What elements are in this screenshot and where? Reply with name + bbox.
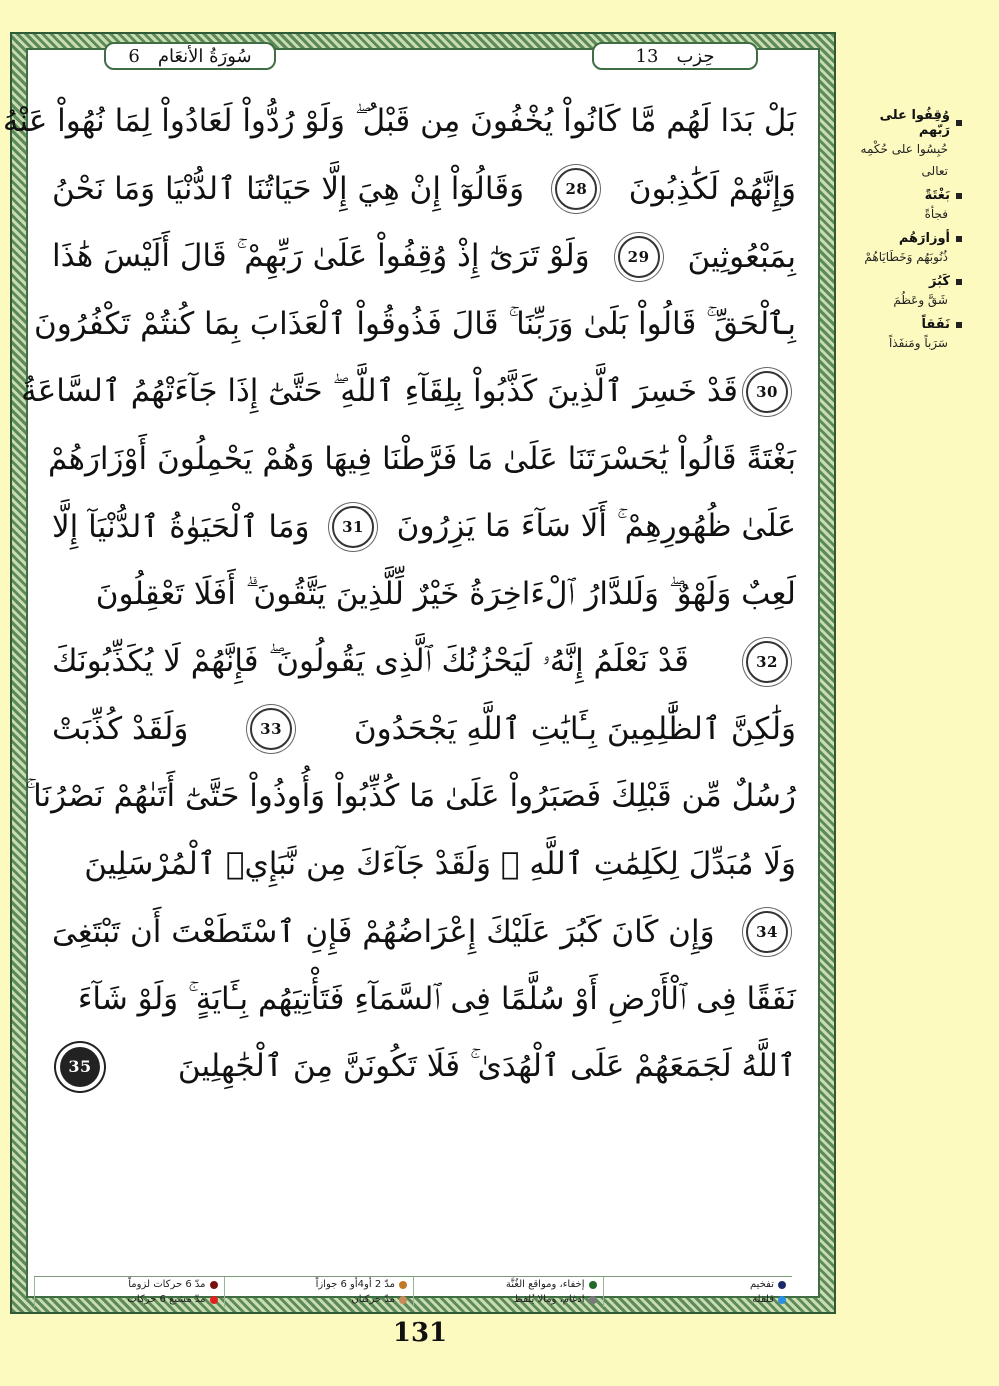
legend-item [231, 1294, 408, 1305]
square-bullet-icon [956, 279, 962, 285]
note-definition: فجأةً [924, 207, 948, 221]
margin-note [846, 317, 962, 354]
verse-text: وَإِنَّهُمْ لَكَٰذِبُونَ [628, 171, 796, 208]
note-definition: شَقَّ وعَظُمَ [893, 293, 948, 307]
verse-line [52, 156, 796, 224]
note-term-row [846, 231, 962, 246]
ayah-end-marker: 35 [60, 1047, 100, 1087]
verse-text: ٱللَّهُ لَجَمَعَهُمْ عَلَى ٱلْهُدَىٰ ۚ فَلَا تَكُونَنَّ مِنَ ٱلْجَٰهِلِينَ [177, 1048, 796, 1085]
tajweed-legend [34, 1276, 792, 1307]
ayah-number-marker: 30 [746, 371, 788, 413]
legend-column [603, 1277, 793, 1307]
legend-color-dot-icon [589, 1281, 597, 1289]
verse-text: وَلَوْ تَرَىٰٓ إِذْ وُقِفُواْ عَلَىٰ رَبِّهِمْ ۚ قَالَ أَلَيْسَ هَٰذَا [52, 238, 590, 275]
margin-note [846, 231, 962, 268]
verse-line [25, 763, 796, 831]
verse-line [52, 628, 796, 696]
verse-text: بِمَبْعُوثِينَ [687, 238, 796, 275]
surah-header [104, 42, 276, 70]
margin-notes [846, 108, 962, 360]
hizb-label: حِزب [676, 45, 715, 67]
verse-line [21, 358, 796, 426]
margin-note [846, 108, 962, 182]
legend-item [610, 1279, 787, 1290]
note-term-row [846, 108, 962, 138]
verse-text: وَلَٰكِنَّ ٱلظَّٰلِمِينَ بِـَٔايَٰتِ ٱللَّهِ يَجْحَدُونَ [353, 711, 796, 748]
verse-line [47, 426, 796, 494]
verse-line [52, 493, 796, 561]
ayah-number-marker: 31 [332, 506, 374, 548]
legend-label: تفخيم [750, 1279, 774, 1290]
legend-label: ادغام، ومالا يُلفظ [513, 1294, 585, 1305]
note-term: أوزارَهُم [898, 231, 950, 246]
ayah-number-marker: 28 [555, 168, 597, 210]
legend-color-dot-icon [399, 1296, 407, 1304]
verse-text: وَمَا ٱلْحَيَوٰةُ ٱلدُّنْيَآ إِلَّا [52, 508, 310, 545]
legend-label: إخفاء، ومواقع الغُنَّة [505, 1279, 585, 1290]
legend-label: مدّ مشبع 6 حركات [127, 1294, 206, 1305]
margin-note [846, 274, 962, 311]
legend-color-dot-icon [210, 1281, 218, 1289]
square-bullet-icon [956, 120, 962, 126]
note-term-row [846, 188, 962, 203]
hizb-number: 13 [635, 45, 659, 67]
margin-note [846, 188, 962, 225]
note-definition: حُبِسُوا على حُكْمِه تعالى [860, 142, 948, 178]
legend-label: قلقلة [752, 1294, 774, 1305]
legend-color-dot-icon [778, 1281, 786, 1289]
note-definition: سَرَباً ومَنفَذاً [888, 336, 948, 350]
legend-color-dot-icon [210, 1296, 218, 1304]
square-bullet-icon [956, 322, 962, 328]
verse-text: وَلَقَدْ كُذِّبَتْ [52, 711, 189, 748]
note-term: كَبُرَ [929, 274, 950, 289]
verse-text: وَإِن كَانَ كَبُرَ عَلَيْكَ إِعْرَاضُهُمْ فَإِنِ ٱسْتَطَعْتَ أَن تَبْتَغِىَ [52, 913, 715, 950]
note-term-row [846, 317, 962, 332]
verse-text: لَعِبٌ وَلَهْوٌ ۖ وَلَلدَّارُ ٱلْءَاخِرَةُ خَيْرٌ لِّلَّذِينَ يَتَّقُونَ ۗ أَفَلَا تَعْقِلُونَ [95, 575, 796, 612]
verse-line [2, 88, 796, 156]
legend-item [41, 1294, 218, 1305]
quran-text [2, 88, 796, 1266]
verse-line [33, 291, 796, 359]
surah-name: سُورَةُ الأنعَام [157, 45, 252, 67]
verse-text: قَدْ نَعْلَمُ إِنَّهُۥ لَيَحْزُنُكَ ٱلَّذِى يَقُولُونَ ۖ فَإِنَّهُمْ لَا يُكَذِّبُونَكَ [52, 643, 689, 680]
note-term: نَفَقاً [921, 317, 950, 332]
note-term: وُقِفُوا على رَبّهم [879, 108, 950, 138]
hizb-header [592, 42, 758, 70]
legend-color-dot-icon [589, 1296, 597, 1304]
legend-column [34, 1277, 224, 1307]
verse-text: نَفَقًا فِى ٱلْأَرْضِ أَوْ سُلَّمًا فِى ٱلسَّمَآءِ فَتَأْتِيَهُم بِـَٔايَةٍ ۚ وَلَوْ شَآءَ [77, 980, 796, 1017]
legend-item [41, 1279, 218, 1290]
ayah-number-marker: 33 [250, 708, 292, 750]
verse-text: وَقَالُوٓاْ إِنْ هِيَ إِلَّا حَيَاتُنَا ٱلدُّنْيَا وَمَا نَحْنُ [52, 171, 525, 208]
verse-text: وَلَا مُبَدِّلَ لِكَلِمَٰتِ ٱللَّهِ ۚ وَلَقَدْ جَآءَكَ مِن نَّبَإِي۟ ٱلْمُرْسَلِينَ [84, 846, 796, 883]
verse-line [52, 696, 796, 764]
verse-line [52, 831, 796, 899]
verse-line [52, 223, 796, 291]
square-bullet-icon [956, 236, 962, 242]
legend-item [610, 1294, 787, 1305]
ayah-number-marker: 32 [746, 641, 788, 683]
legend-column [224, 1277, 414, 1307]
legend-item [420, 1279, 597, 1290]
page-number: 131 [392, 1318, 448, 1348]
legend-color-dot-icon [778, 1296, 786, 1304]
ayah-number-marker: 34 [746, 911, 788, 953]
verse-text: رُسُلٌ مِّن قَبْلِكَ فَصَبَرُواْ عَلَىٰ مَا كُذِّبُواْ وَأُوذُواْ حَتَّىٰٓ أَتَىٰهُمْ نَصْرُنَا ۚ [25, 778, 796, 815]
note-term-row [846, 274, 962, 289]
verse-text: بَغْتَةً قَالُواْ يَٰحَسْرَتَنَا عَلَىٰ مَا فَرَّطْنَا فِيهَا وَهُمْ يَحْمِلُونَ أَوْزَارَهُمْ [47, 441, 796, 478]
legend-label: مدّ 2 أو4أو 6 جوازاً [315, 1279, 395, 1290]
legend-item [420, 1294, 597, 1305]
legend-color-dot-icon [399, 1281, 407, 1289]
ayah-number-marker: 29 [618, 236, 660, 278]
verse-text: بِٱلْحَقِّ ۚ قَالُواْ بَلَىٰ وَرَبِّنَا ۚ قَالَ فَذُوقُواْ ٱلْعَذَابَ بِمَا كُنتُمْ تَكْفُرُونَ [33, 305, 796, 342]
legend-label: مدّ 6 حركات لزوماً [128, 1279, 206, 1290]
verse-text: بَلْ بَدَا لَهُم مَّا كَانُواْ يُخْفُونَ مِن قَبْلُ ۖ وَلَوْ رُدُّواْ لَعَادُواْ لِمَا نُهُواْ عَنْهُ [2, 103, 796, 140]
verse-text: قَدْ خَسِرَ ٱلَّذِينَ كَذَّبُواْ بِلِقَآءِ ٱللَّهِ ۖ حَتَّىٰٓ إِذَا جَآءَتْهُمُ ٱلسَّاعَةُ [21, 373, 738, 410]
verse-line [52, 966, 796, 1034]
legend-item [231, 1279, 408, 1290]
legend-label: مدّ حركتان [351, 1294, 395, 1305]
square-bullet-icon [956, 193, 962, 199]
note-term: بَغْتَةً [924, 188, 950, 203]
juz-number: 6 [128, 45, 140, 67]
note-definition: ذُنُوبَهُم وَخَطَايَاهُمْ [864, 250, 948, 264]
verse-line [52, 561, 796, 629]
verse-line [52, 898, 796, 966]
legend-column [413, 1277, 603, 1307]
verse-text: عَلَىٰ ظُهُورِهِمْ ۚ أَلَا سَآءَ مَا يَزِرُونَ [396, 508, 796, 545]
verse-line [52, 1033, 796, 1101]
